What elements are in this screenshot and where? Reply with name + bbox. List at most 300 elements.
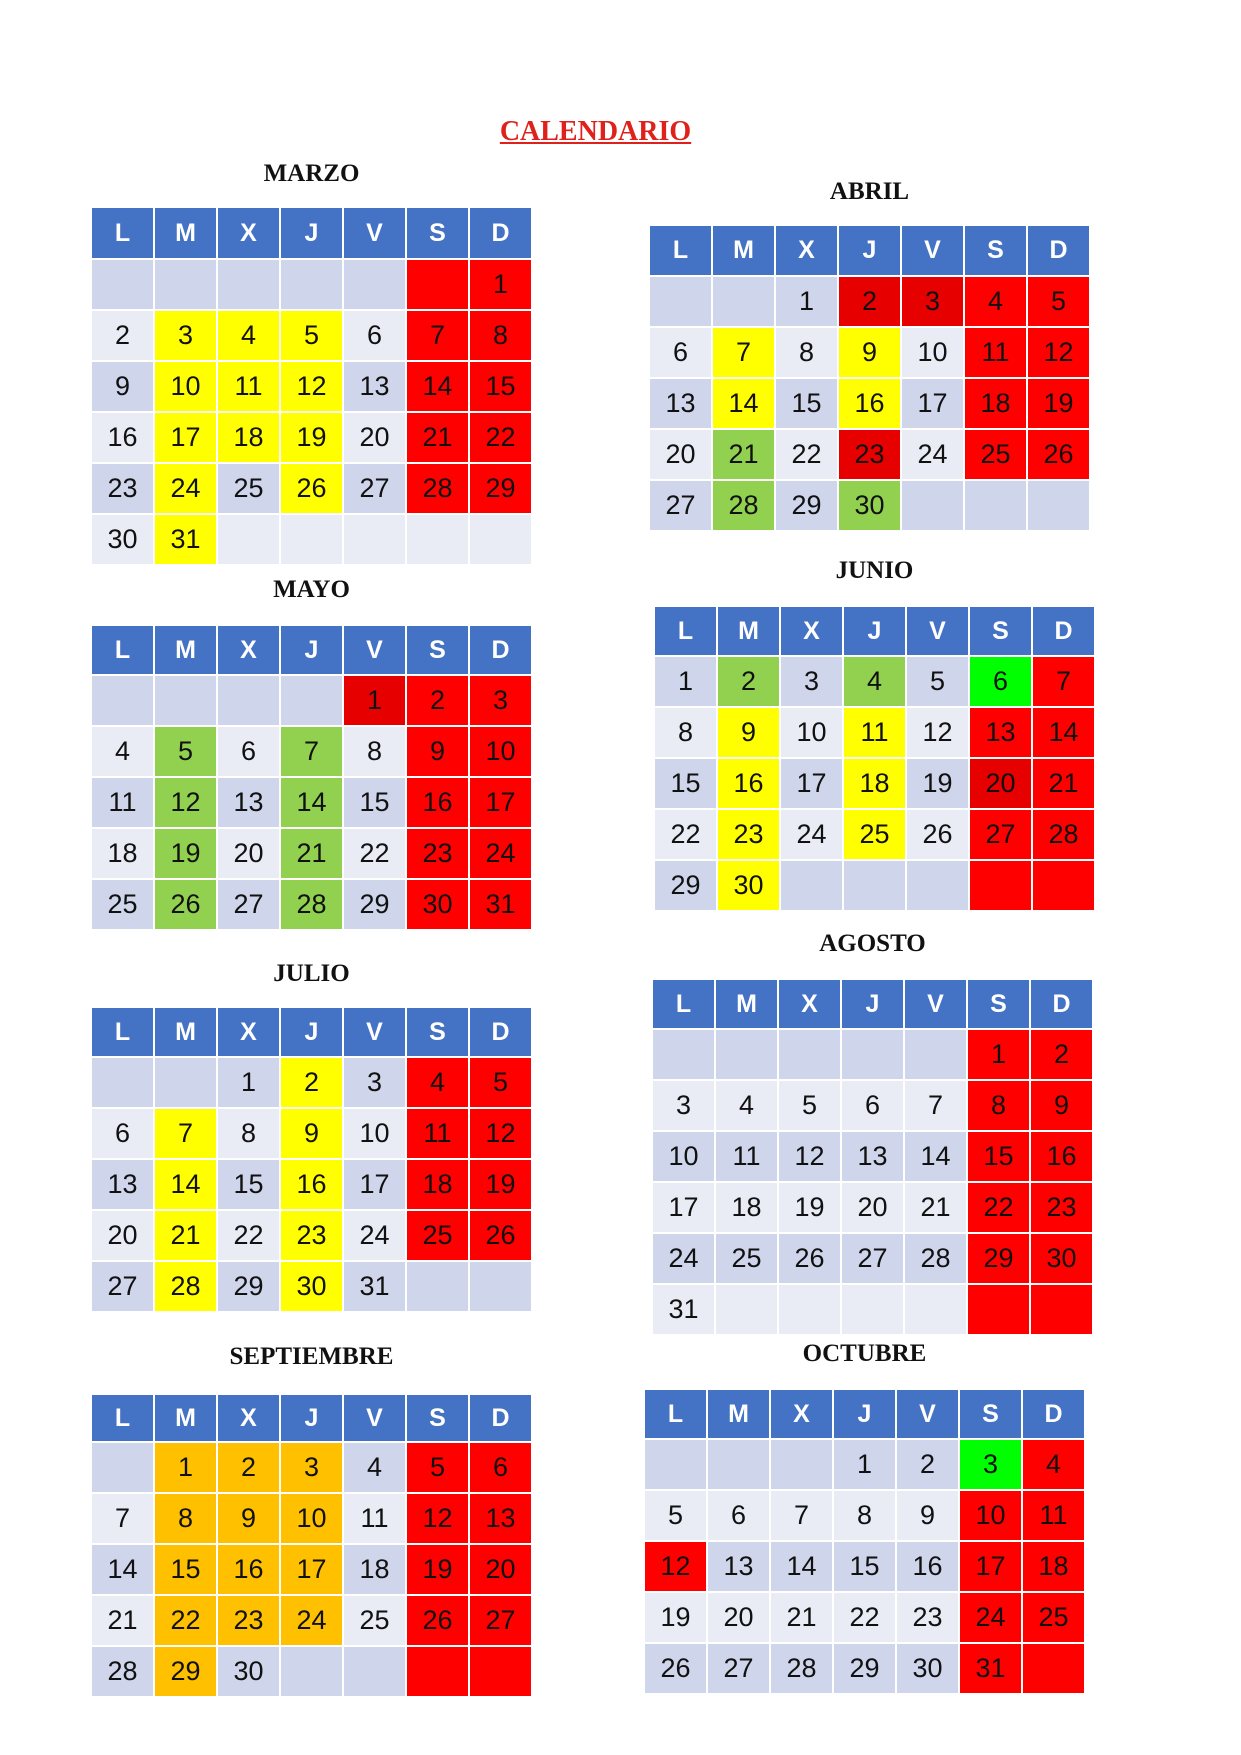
day-cell: 19: [281, 413, 342, 462]
day-cell: 18: [716, 1183, 777, 1232]
weekday-header: J: [281, 626, 342, 674]
day-cell: 20: [218, 829, 279, 878]
day-cell: 11: [407, 1109, 468, 1158]
day-cell: 29: [155, 1647, 216, 1696]
empty-cell: [407, 1647, 468, 1696]
day-cell: 7: [155, 1109, 216, 1158]
month-title: AGOSTO: [819, 930, 926, 957]
day-cell: 7: [92, 1494, 153, 1543]
day-cell: 26: [407, 1596, 468, 1645]
day-cell: 24: [781, 810, 842, 859]
day-cell: 19: [155, 829, 216, 878]
day-cell: 20: [842, 1183, 903, 1232]
day-cell: 20: [650, 430, 711, 479]
day-cell: 19: [645, 1593, 706, 1642]
day-cell: 13: [470, 1494, 531, 1543]
day-cell: 1: [470, 260, 531, 309]
day-cell: 22: [218, 1211, 279, 1260]
empty-cell: [781, 861, 842, 910]
day-cell: 9: [897, 1491, 958, 1540]
day-cell: 8: [655, 708, 716, 757]
empty-cell: [907, 861, 968, 910]
day-cell: 29: [776, 481, 837, 530]
day-cell: 16: [1031, 1132, 1092, 1181]
day-cell: 18: [92, 829, 153, 878]
month-grid: [650, 226, 1089, 530]
day-cell: 14: [713, 379, 774, 428]
weekday-header: D: [1028, 226, 1089, 275]
empty-cell: [1031, 1285, 1092, 1334]
day-cell: 2: [407, 676, 468, 725]
day-cell: 24: [281, 1596, 342, 1645]
day-cell: 22: [834, 1593, 895, 1642]
day-cell: 22: [470, 413, 531, 462]
day-cell: 5: [1028, 277, 1089, 326]
day-cell: 5: [779, 1081, 840, 1130]
day-cell: 26: [1028, 430, 1089, 479]
weekday-header: D: [470, 1008, 531, 1056]
month-grid: [92, 208, 531, 564]
day-cell: 22: [655, 810, 716, 859]
day-cell: 20: [470, 1545, 531, 1594]
day-cell: 5: [281, 311, 342, 360]
day-cell: 6: [470, 1443, 531, 1492]
day-cell: 31: [470, 880, 531, 929]
day-cell: 10: [281, 1494, 342, 1543]
day-cell: 1: [968, 1030, 1029, 1079]
day-cell: 15: [655, 759, 716, 808]
weekday-header: M: [718, 607, 779, 655]
month-grid: [92, 626, 531, 929]
day-cell: 16: [839, 379, 900, 428]
weekday-header: D: [470, 208, 531, 258]
weekday-header: L: [92, 1008, 153, 1056]
weekday-header: S: [960, 1390, 1021, 1438]
day-cell: 25: [965, 430, 1026, 479]
empty-cell: [470, 515, 531, 564]
day-cell: 25: [844, 810, 905, 859]
weekday-header: D: [1023, 1390, 1084, 1438]
day-cell: 26: [470, 1211, 531, 1260]
day-cell: 5: [407, 1443, 468, 1492]
day-cell: 30: [92, 515, 153, 564]
day-cell: 31: [344, 1262, 405, 1311]
day-cell: 28: [407, 464, 468, 513]
month-title: OCTUBRE: [802, 1340, 927, 1367]
month-title: JUNIO: [835, 557, 914, 584]
day-cell: 6: [650, 328, 711, 377]
day-cell: 25: [218, 464, 279, 513]
day-cell: 10: [653, 1132, 714, 1181]
day-cell: 7: [407, 311, 468, 360]
day-cell: 24: [902, 430, 963, 479]
day-cell: 21: [713, 430, 774, 479]
day-cell: 28: [155, 1262, 216, 1311]
day-cell: 25: [92, 880, 153, 929]
day-cell: 13: [92, 1160, 153, 1209]
day-cell: 11: [844, 708, 905, 757]
day-cell: 13: [842, 1132, 903, 1181]
day-cell: 17: [281, 1545, 342, 1594]
day-cell: 11: [344, 1494, 405, 1543]
day-cell: 6: [218, 727, 279, 776]
day-cell: 17: [653, 1183, 714, 1232]
day-cell: 18: [844, 759, 905, 808]
day-cell: 26: [645, 1644, 706, 1693]
empty-cell: [779, 1285, 840, 1334]
day-cell: 20: [92, 1211, 153, 1260]
day-cell: 30: [281, 1262, 342, 1311]
weekday-header: L: [650, 226, 711, 275]
day-cell: 9: [92, 362, 153, 411]
day-cell: 9: [839, 328, 900, 377]
weekday-header: M: [155, 208, 216, 258]
day-cell: 12: [281, 362, 342, 411]
day-cell: 16: [897, 1542, 958, 1591]
empty-cell: [218, 260, 279, 309]
day-cell: 28: [281, 880, 342, 929]
day-cell: 27: [650, 481, 711, 530]
day-cell: 21: [155, 1211, 216, 1260]
empty-cell: [344, 260, 405, 309]
empty-cell: [281, 676, 342, 725]
day-cell: 9: [1031, 1081, 1092, 1130]
day-cell: 3: [960, 1440, 1021, 1489]
day-cell: 3: [155, 311, 216, 360]
day-cell: 23: [218, 1596, 279, 1645]
day-cell: 19: [470, 1160, 531, 1209]
day-cell: 23: [407, 829, 468, 878]
weekday-header: S: [407, 626, 468, 674]
weekday-header: V: [905, 980, 966, 1028]
empty-cell: [844, 861, 905, 910]
empty-cell: [1023, 1644, 1084, 1693]
day-cell: 22: [344, 829, 405, 878]
weekday-header: V: [902, 226, 963, 275]
empty-cell: [842, 1030, 903, 1079]
day-cell: 16: [218, 1545, 279, 1594]
empty-cell: [155, 260, 216, 309]
day-cell: 1: [155, 1443, 216, 1492]
day-cell: 2: [281, 1058, 342, 1107]
weekday-header: J: [839, 226, 900, 275]
weekday-header: X: [776, 226, 837, 275]
day-cell: 3: [781, 657, 842, 706]
day-cell: 31: [653, 1285, 714, 1334]
day-cell: 30: [718, 861, 779, 910]
day-cell: 28: [92, 1647, 153, 1696]
weekday-header: J: [281, 208, 342, 258]
empty-cell: [779, 1030, 840, 1079]
day-cell: 3: [902, 277, 963, 326]
day-cell: 21: [407, 413, 468, 462]
day-cell: 15: [968, 1132, 1029, 1181]
day-cell: 6: [344, 311, 405, 360]
day-cell: 7: [771, 1491, 832, 1540]
weekday-header: V: [344, 626, 405, 674]
day-cell: 12: [645, 1542, 706, 1591]
weekday-header: M: [155, 1008, 216, 1056]
day-cell: 11: [1023, 1491, 1084, 1540]
day-cell: 5: [645, 1491, 706, 1540]
weekday-header: J: [844, 607, 905, 655]
day-cell: 29: [470, 464, 531, 513]
day-cell: 26: [907, 810, 968, 859]
day-cell: 11: [92, 778, 153, 827]
day-cell: 31: [960, 1644, 1021, 1693]
weekday-header: X: [781, 607, 842, 655]
weekday-header: S: [968, 980, 1029, 1028]
day-cell: 27: [218, 880, 279, 929]
day-cell: 30: [218, 1647, 279, 1696]
day-cell: 21: [905, 1183, 966, 1232]
weekday-header: V: [907, 607, 968, 655]
day-cell: 7: [1033, 657, 1094, 706]
day-cell: 18: [407, 1160, 468, 1209]
day-cell: 16: [407, 778, 468, 827]
weekday-header: X: [218, 1008, 279, 1056]
day-cell: 23: [1031, 1183, 1092, 1232]
day-cell: 9: [281, 1109, 342, 1158]
day-cell: 3: [653, 1081, 714, 1130]
day-cell: 29: [968, 1234, 1029, 1283]
day-cell: 10: [155, 362, 216, 411]
day-cell: 10: [902, 328, 963, 377]
day-cell: 17: [781, 759, 842, 808]
day-cell: 3: [470, 676, 531, 725]
day-cell: 1: [344, 676, 405, 725]
day-cell: 17: [155, 413, 216, 462]
day-cell: 31: [155, 515, 216, 564]
weekday-header: S: [970, 607, 1031, 655]
day-cell: 26: [155, 880, 216, 929]
day-cell: 6: [92, 1109, 153, 1158]
day-cell: 29: [344, 880, 405, 929]
day-cell: 27: [92, 1262, 153, 1311]
empty-cell: [218, 515, 279, 564]
weekday-header: J: [842, 980, 903, 1028]
day-cell: 28: [771, 1644, 832, 1693]
day-cell: 5: [907, 657, 968, 706]
day-cell: 13: [344, 362, 405, 411]
day-cell: 15: [470, 362, 531, 411]
month-grid: [645, 1390, 1084, 1693]
page-title: CALENDARIO: [499, 116, 692, 147]
day-cell: 2: [839, 277, 900, 326]
day-cell: 9: [718, 708, 779, 757]
empty-cell: [407, 1262, 468, 1311]
day-cell: 14: [771, 1542, 832, 1591]
day-cell: 3: [344, 1058, 405, 1107]
empty-cell: [1028, 481, 1089, 530]
month-grid: [92, 1395, 531, 1696]
empty-cell: [708, 1440, 769, 1489]
month-title: MARZO: [263, 160, 360, 187]
weekday-header: M: [708, 1390, 769, 1438]
day-cell: 25: [716, 1234, 777, 1283]
day-cell: 26: [281, 464, 342, 513]
day-cell: 16: [281, 1160, 342, 1209]
day-cell: 10: [781, 708, 842, 757]
day-cell: 17: [344, 1160, 405, 1209]
weekday-header: X: [218, 626, 279, 674]
day-cell: 8: [968, 1081, 1029, 1130]
day-cell: 10: [470, 727, 531, 776]
empty-cell: [902, 481, 963, 530]
day-cell: 18: [965, 379, 1026, 428]
weekday-header: L: [653, 980, 714, 1028]
day-cell: 15: [776, 379, 837, 428]
day-cell: 14: [92, 1545, 153, 1594]
day-cell: 13: [708, 1542, 769, 1591]
weekday-header: M: [713, 226, 774, 275]
day-cell: 21: [771, 1593, 832, 1642]
day-cell: 11: [965, 328, 1026, 377]
day-cell: 11: [218, 362, 279, 411]
empty-cell: [92, 676, 153, 725]
day-cell: 23: [92, 464, 153, 513]
day-cell: 27: [708, 1644, 769, 1693]
day-cell: 18: [344, 1545, 405, 1594]
day-cell: 8: [834, 1491, 895, 1540]
empty-cell: [281, 515, 342, 564]
day-cell: 19: [779, 1183, 840, 1232]
month-title: JULIO: [273, 960, 350, 987]
day-cell: 2: [218, 1443, 279, 1492]
day-cell: 5: [155, 727, 216, 776]
day-cell: 14: [407, 362, 468, 411]
day-cell: 2: [718, 657, 779, 706]
day-cell: 4: [218, 311, 279, 360]
day-cell: 4: [716, 1081, 777, 1130]
day-cell: 29: [218, 1262, 279, 1311]
empty-cell: [407, 515, 468, 564]
day-cell: 14: [905, 1132, 966, 1181]
day-cell: 8: [470, 311, 531, 360]
day-cell: 3: [281, 1443, 342, 1492]
day-cell: 6: [842, 1081, 903, 1130]
empty-cell: [968, 1285, 1029, 1334]
day-cell: 8: [776, 328, 837, 377]
day-cell: 4: [965, 277, 1026, 326]
day-cell: 28: [905, 1234, 966, 1283]
weekday-header: S: [407, 208, 468, 258]
day-cell: 17: [960, 1542, 1021, 1591]
weekday-header: D: [1033, 607, 1094, 655]
day-cell: 22: [968, 1183, 1029, 1232]
weekday-header: D: [470, 1395, 531, 1441]
day-cell: 17: [902, 379, 963, 428]
day-cell: 25: [407, 1211, 468, 1260]
empty-cell: [716, 1030, 777, 1079]
day-cell: 19: [1028, 379, 1089, 428]
day-cell: 21: [1033, 759, 1094, 808]
weekday-header: V: [897, 1390, 958, 1438]
weekday-header: L: [645, 1390, 706, 1438]
empty-cell: [842, 1285, 903, 1334]
day-cell: 15: [344, 778, 405, 827]
day-cell: 6: [970, 657, 1031, 706]
weekday-header: D: [1031, 980, 1092, 1028]
day-cell: 15: [218, 1160, 279, 1209]
day-cell: 7: [713, 328, 774, 377]
empty-cell: [965, 481, 1026, 530]
day-cell: 27: [842, 1234, 903, 1283]
day-cell: 12: [155, 778, 216, 827]
day-cell: 21: [92, 1596, 153, 1645]
day-cell: 22: [776, 430, 837, 479]
day-cell: 28: [713, 481, 774, 530]
day-cell: 8: [344, 727, 405, 776]
empty-cell: [218, 676, 279, 725]
day-cell: 12: [407, 1494, 468, 1543]
day-cell: 30: [407, 880, 468, 929]
day-cell: 25: [344, 1596, 405, 1645]
weekday-header: M: [155, 626, 216, 674]
day-cell: 16: [92, 413, 153, 462]
empty-cell: [470, 1647, 531, 1696]
weekday-header: J: [281, 1395, 342, 1441]
day-cell: 26: [779, 1234, 840, 1283]
day-cell: 10: [344, 1109, 405, 1158]
day-cell: 29: [834, 1644, 895, 1693]
empty-cell: [281, 260, 342, 309]
day-cell: 15: [834, 1542, 895, 1591]
day-cell: 14: [281, 778, 342, 827]
day-cell: 2: [897, 1440, 958, 1489]
empty-cell: [650, 277, 711, 326]
day-cell: 4: [1023, 1440, 1084, 1489]
day-cell: 12: [470, 1109, 531, 1158]
day-cell: 2: [92, 311, 153, 360]
day-cell: 24: [470, 829, 531, 878]
day-cell: 13: [218, 778, 279, 827]
weekday-header: S: [407, 1008, 468, 1056]
day-cell: 17: [470, 778, 531, 827]
day-cell: 20: [344, 413, 405, 462]
day-cell: 11: [716, 1132, 777, 1181]
month-title: MAYO: [273, 576, 350, 603]
day-cell: 4: [344, 1443, 405, 1492]
empty-cell: [92, 1058, 153, 1107]
month-grid: [653, 980, 1092, 1334]
weekday-header: L: [92, 626, 153, 674]
day-cell: 2: [1031, 1030, 1092, 1079]
day-cell: 12: [1028, 328, 1089, 377]
day-cell: 23: [839, 430, 900, 479]
weekday-header: L: [92, 208, 153, 258]
day-cell: 25: [1023, 1593, 1084, 1642]
weekday-header: J: [281, 1008, 342, 1056]
day-cell: 8: [155, 1494, 216, 1543]
day-cell: 16: [718, 759, 779, 808]
day-cell: 24: [155, 464, 216, 513]
day-cell: 20: [970, 759, 1031, 808]
empty-cell: [92, 260, 153, 309]
weekday-header: V: [344, 1395, 405, 1441]
weekday-header: L: [655, 607, 716, 655]
empty-cell: [970, 861, 1031, 910]
weekday-header: L: [92, 1395, 153, 1441]
empty-cell: [344, 515, 405, 564]
day-cell: 15: [155, 1545, 216, 1594]
weekday-header: X: [218, 208, 279, 258]
empty-cell: [771, 1440, 832, 1489]
weekday-header: V: [344, 1008, 405, 1056]
day-cell: 1: [218, 1058, 279, 1107]
empty-cell: [344, 1647, 405, 1696]
empty-cell: [470, 1262, 531, 1311]
